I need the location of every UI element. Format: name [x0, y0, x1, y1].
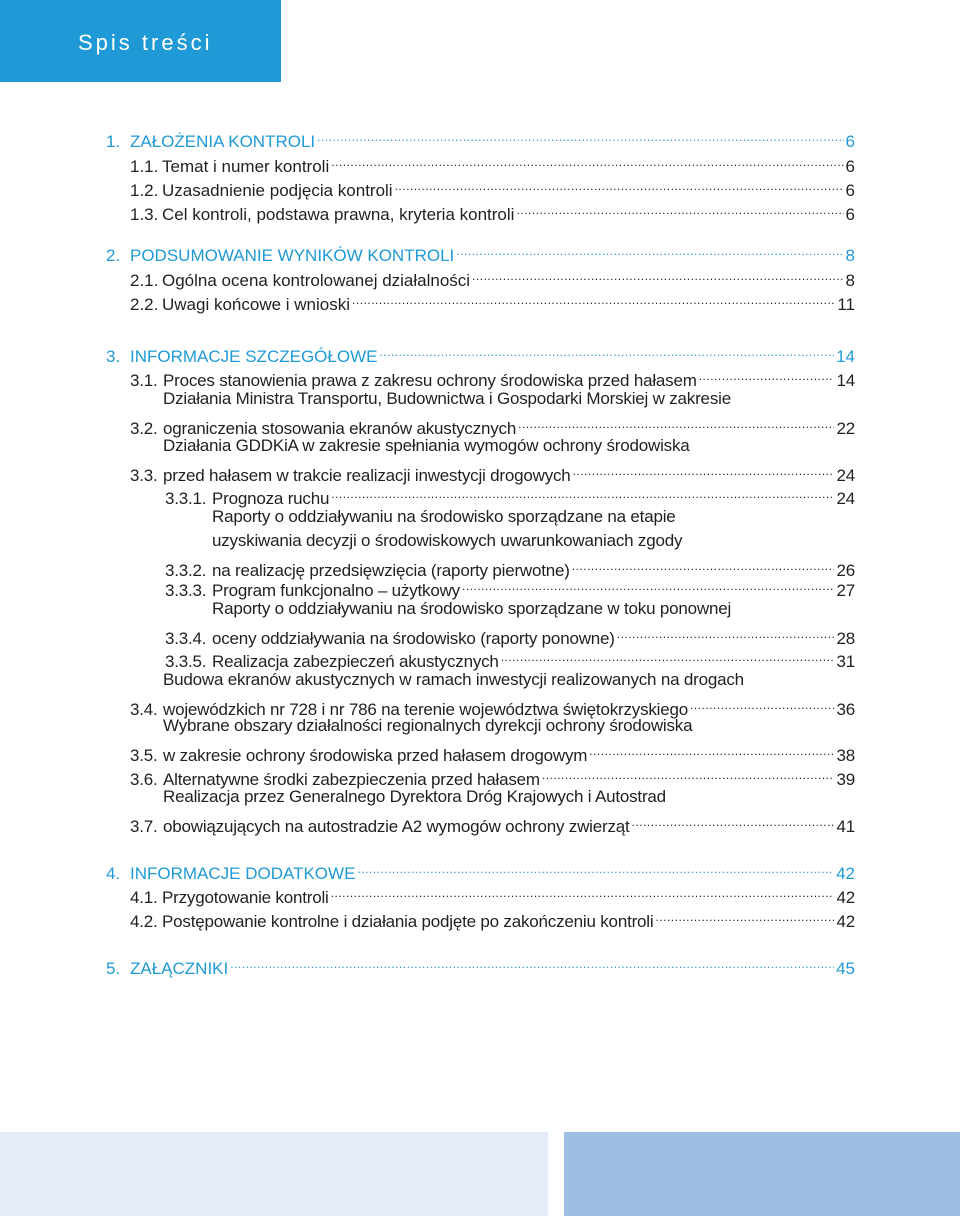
dot-leader — [456, 238, 843, 262]
toc-entry-page: 6 — [845, 181, 855, 200]
dot-leader — [518, 411, 834, 435]
dot-leader — [516, 197, 843, 221]
toc-entry-text: Temat i numer kontroli — [162, 157, 330, 176]
toc-entry[interactable] — [130, 904, 855, 934]
dot-leader — [655, 904, 834, 928]
toc-entry-page: 8 — [845, 246, 855, 265]
toc-entry-text: Uwagi końcowe i wnioski — [162, 295, 351, 314]
toc-entry-page: 42 — [836, 888, 855, 907]
toc-entry-text: Działania GDDKiA w zakresie spełniania wymogów ochrony środowiska — [163, 436, 690, 455]
toc-entry-number: 3.3.3. — [165, 581, 207, 600]
toc-entry[interactable] — [130, 785, 855, 839]
toc-entry-number: 4. — [106, 864, 121, 883]
toc-entry[interactable] — [106, 951, 855, 981]
toc-entry-page: 41 — [836, 817, 855, 836]
toc-entry-page: 31 — [836, 652, 855, 671]
toc-entry-number: 3. — [106, 347, 121, 366]
dot-leader — [379, 339, 834, 363]
toc-entry-number: 3.3.5. — [165, 652, 207, 671]
toc-entry-text: wojewódzkich nr 728 i nr 786 na terenie województwa świętokrzyskiego — [163, 700, 689, 719]
dot-leader — [331, 149, 843, 173]
toc-entry-page: 14 — [836, 347, 855, 366]
toc-entry-number: 3.3.1. — [165, 489, 207, 508]
dot-leader — [395, 173, 844, 197]
dot-leader — [331, 481, 834, 505]
toc-entry-text: Budowa ekranów akustycznych w ramach inwestycji realizowanych na drogach — [163, 670, 744, 689]
toc-entry-text: Realizacja zabezpieczeń akustycznych — [212, 652, 499, 671]
toc-entry-text: obowiązujących na autostradzie A2 wymogów ochrony zwierząt — [163, 817, 630, 836]
page-title: Spis treści — [78, 30, 213, 55]
toc-entry-number: 1.1. — [130, 157, 159, 176]
dot-leader — [542, 762, 835, 786]
toc-entry-text: Alternatywne środki zabezpieczenia przed hałasem — [163, 770, 540, 789]
toc-entry-text: Działania Ministra Transportu, Budownictwa i Gospodarki Morskiej w zakresie — [163, 389, 731, 408]
toc-entry-text: Prognoza ruchu — [212, 489, 330, 508]
toc-entry-number: 3.4. — [130, 700, 158, 719]
toc-entry-page: 42 — [836, 912, 855, 931]
toc-entry-page: 39 — [836, 770, 855, 789]
toc-entry-number: 3.6. — [130, 770, 158, 789]
toc-entry-text: oceny oddziaływania na środowisko (raporty ponowne) — [212, 629, 615, 648]
dot-leader — [632, 809, 835, 833]
toc-entry-text: Raporty o oddziaływaniu na środowisko sporządzane na etapie — [212, 507, 676, 526]
dot-leader — [462, 573, 835, 597]
footer-band-dark — [564, 1132, 960, 1216]
toc-entry-text: uzyskiwania decyzji o środowiskowych uwarunkowaniach zgody — [212, 531, 683, 550]
toc-entry-page: 36 — [836, 700, 855, 719]
toc-entry-text: Postępowanie kontrolne i działania podjęte po zakończeniu kontroli — [162, 912, 654, 931]
toc-entry-page: 24 — [836, 466, 855, 485]
toc-entry-number: 3.1. — [130, 371, 158, 390]
toc-entry[interactable] — [130, 434, 855, 488]
toc-entry-text: Realizacja przez Generalnego Dyrektora Dróg Krajowych i Autostrad — [163, 787, 666, 806]
toc-entry-text: Przygotowanie kontroli — [162, 888, 329, 907]
toc-entry-number: 3.5. — [130, 746, 158, 765]
toc-entry-page: 45 — [836, 959, 855, 978]
toc-entry-text: INFORMACJE SZCZEGÓŁOWE — [130, 347, 378, 366]
toc-entry-page: 24 — [836, 489, 855, 508]
toc-entry-text: przed hałasem w trakcie realizacji inwestycji drogowych — [163, 466, 571, 485]
toc-entry-page: 6 — [845, 132, 855, 151]
toc-entry-page: 8 — [845, 271, 855, 290]
toc-entry-page: 28 — [836, 629, 855, 648]
toc-entry-number: 1.3. — [130, 205, 159, 224]
toc-entry-page: 26 — [836, 561, 855, 580]
toc-entry-text: Uzasadnienie podjęcia kontroli — [162, 181, 393, 200]
toc-entry-number: 2.1. — [130, 271, 159, 290]
toc-entry[interactable] — [165, 597, 855, 651]
toc-entry-number: 1.2. — [130, 181, 159, 200]
toc-entry-text: ograniczenia stosowania ekranów akustycznych — [163, 419, 517, 438]
dot-leader — [501, 644, 835, 668]
toc-entry-text: Cel kontroli, podstawa prawna, kryteria kontroli — [162, 205, 515, 224]
toc-entry[interactable] — [130, 714, 855, 768]
toc-entry-text: na realizację przedsięwzięcia (raporty pierwotne) — [212, 561, 570, 580]
toc-entry-text: PODSUMOWANIE WYNIKÓW KONTROLI — [130, 246, 455, 265]
dot-leader — [317, 124, 843, 148]
dot-leader — [357, 856, 834, 880]
dot-leader — [352, 287, 835, 311]
toc-entry-page: 6 — [845, 157, 855, 176]
toc-entry-text: Program funkcjonalno – użytkowy — [212, 581, 460, 600]
toc-entry-number: 4.1. — [130, 888, 158, 907]
dot-leader — [589, 738, 834, 762]
dot-leader — [617, 621, 835, 645]
toc-entry-text: ZAŁĄCZNIKI — [130, 959, 229, 978]
toc-entry-text: Proces stanowienia prawa z zakresu ochrony środowiska przed hałasem — [163, 371, 697, 390]
toc-entry-number: 2. — [106, 246, 121, 265]
toc-entry-page: 38 — [836, 746, 855, 765]
toc-entry-page: 22 — [836, 419, 855, 438]
toc-entry-text: INFORMACJE DODATKOWE — [130, 864, 356, 883]
toc-entry[interactable] — [130, 287, 855, 317]
toc-entry[interactable] — [130, 387, 855, 441]
toc-entry-text: Ogólna ocena kontrolowanej działalności — [162, 271, 471, 290]
toc-entry-text: w zakresie ochrony środowiska przed hałasem drogowym — [163, 746, 588, 765]
toc-entry-number: 1. — [106, 132, 121, 151]
toc-entry[interactable] — [130, 197, 855, 227]
toc-entry-number: 5. — [106, 959, 121, 978]
toc-entry-number: 3.3.4. — [165, 629, 207, 648]
dot-leader — [690, 692, 834, 716]
toc-entry-number: 3.3.2. — [165, 561, 207, 580]
footer-band-light — [0, 1132, 548, 1216]
toc-entry-page: 6 — [845, 205, 855, 224]
toc-entry-text: Raporty o oddziaływaniu na środowisko sporządzane w toku ponownej — [212, 599, 732, 618]
toc-entry-number: 3.3. — [130, 466, 158, 485]
dot-leader — [699, 363, 835, 387]
toc-entry-page: 14 — [836, 371, 855, 390]
toc-entry-text: Wybrane obszary działalności regionalnych dyrekcji ochrony środowiska — [163, 716, 693, 735]
toc-entry-number: 4.2. — [130, 912, 158, 931]
toc-entry-number: 3.2. — [130, 419, 158, 438]
toc-entry-page: 27 — [836, 581, 855, 600]
toc-entry[interactable] — [165, 505, 855, 583]
dot-leader — [230, 951, 834, 975]
dot-leader — [573, 458, 835, 482]
dot-leader — [472, 263, 843, 287]
dot-leader — [331, 880, 835, 904]
toc-entry-number: 2.2. — [130, 295, 159, 314]
toc-entry-number: 3.7. — [130, 817, 158, 836]
toc-entry-page: 42 — [836, 864, 855, 883]
toc-entry-page: 11 — [837, 295, 855, 314]
toc-entry-text: ZAŁOŻENIA KONTROLI — [130, 132, 316, 151]
